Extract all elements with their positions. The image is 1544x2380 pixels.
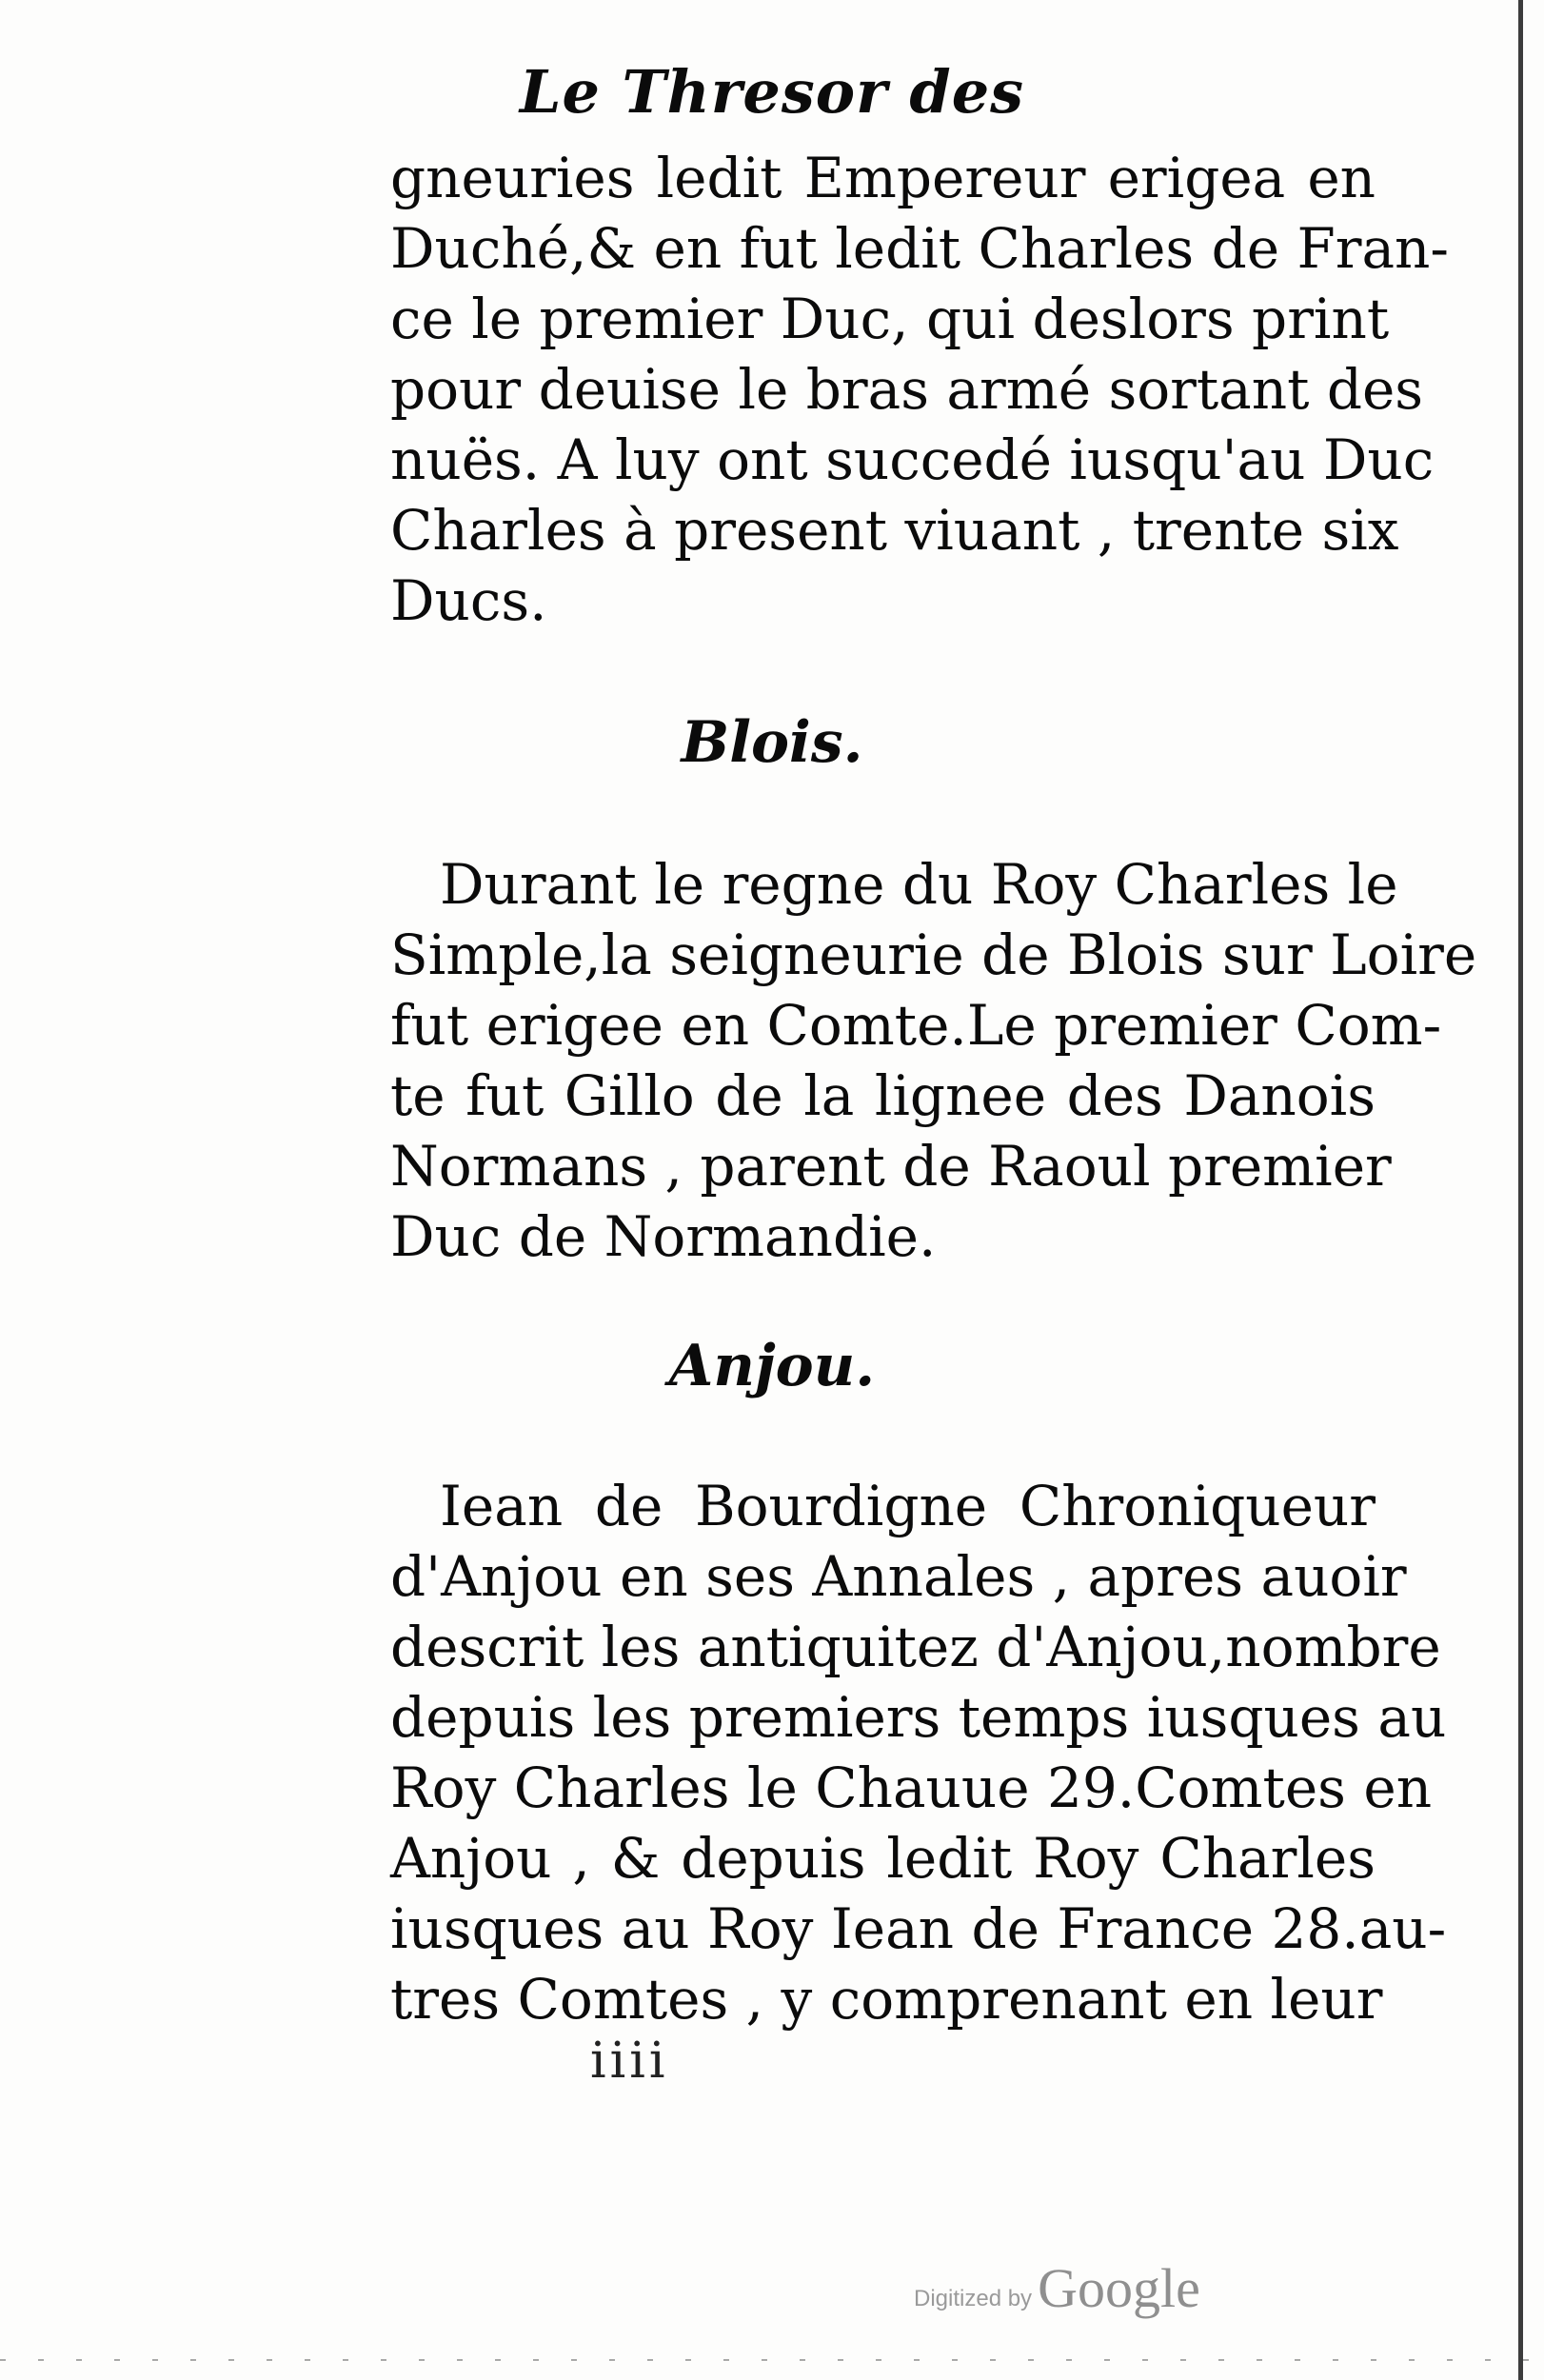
text-line: gneuries ledit Empereur erigea en [390,146,1376,210]
signature-mark: iiii [590,2033,669,2090]
text-line: Durant le regne du Roy Charles le [440,852,1398,917]
text-line: descrit les antiquitez d'Anjou,nombre [390,1615,1441,1679]
paragraph-blois [390,849,1477,1272]
text-line: ce le premier Duc, qui deslors print [390,287,1390,351]
google-logo: Google [1038,2257,1200,2319]
text-line: pour deuise le bras armé sortant des [390,357,1424,422]
text-line: Duc de Normandie. [390,1204,937,1269]
text-line: nuës. A luy ont succedé iusqu'au Duc [390,427,1435,492]
text-line: Iean de Bourdigne Chroniqueur [440,1474,1376,1538]
section-heading-blois: Blois. [681,709,863,776]
section-heading-anjou: Anjou. [668,1333,876,1399]
text-line: te fut Gillo de la lignee des Danois [390,1063,1376,1128]
text-line: depuis les premiers temps iusques au [390,1685,1447,1750]
running-head: Le Thresor des [519,57,1025,127]
watermark-prefix: Digitized by [914,2286,1033,2311]
text-line: iusques au Roy Iean de France 28.au- [390,1896,1447,1961]
bottom-scan-rule [0,2359,1544,2361]
text-line: Roy Charles le Chauue 29.Comtes en [390,1755,1433,1820]
page-edge-shadow [1518,0,1523,2380]
text-line: Anjou , & depuis ledit Roy Charles [390,1826,1376,1891]
text-line: Normans , parent de Raoul premier [390,1134,1392,1199]
text-line: tres Comtes , y comprenant en leur [390,1967,1383,2032]
text-line: fut erigee en Comte.Le premier Com- [390,993,1442,1058]
text-line: Charles à present viuant , trente six [390,498,1399,563]
text-line: Duché,& en fut ledit Charles de Fran- [390,216,1449,281]
text-line: d'Anjou en ses Annales , apres auoir [390,1544,1407,1609]
text-line: Simple,la seigneurie de Blois sur Loire [390,922,1477,987]
paragraph-continuation [390,143,1449,636]
text-line: Ducs. [390,568,547,633]
digitized-watermark [914,2256,1200,2320]
paragraph-anjou [390,1471,1447,2034]
